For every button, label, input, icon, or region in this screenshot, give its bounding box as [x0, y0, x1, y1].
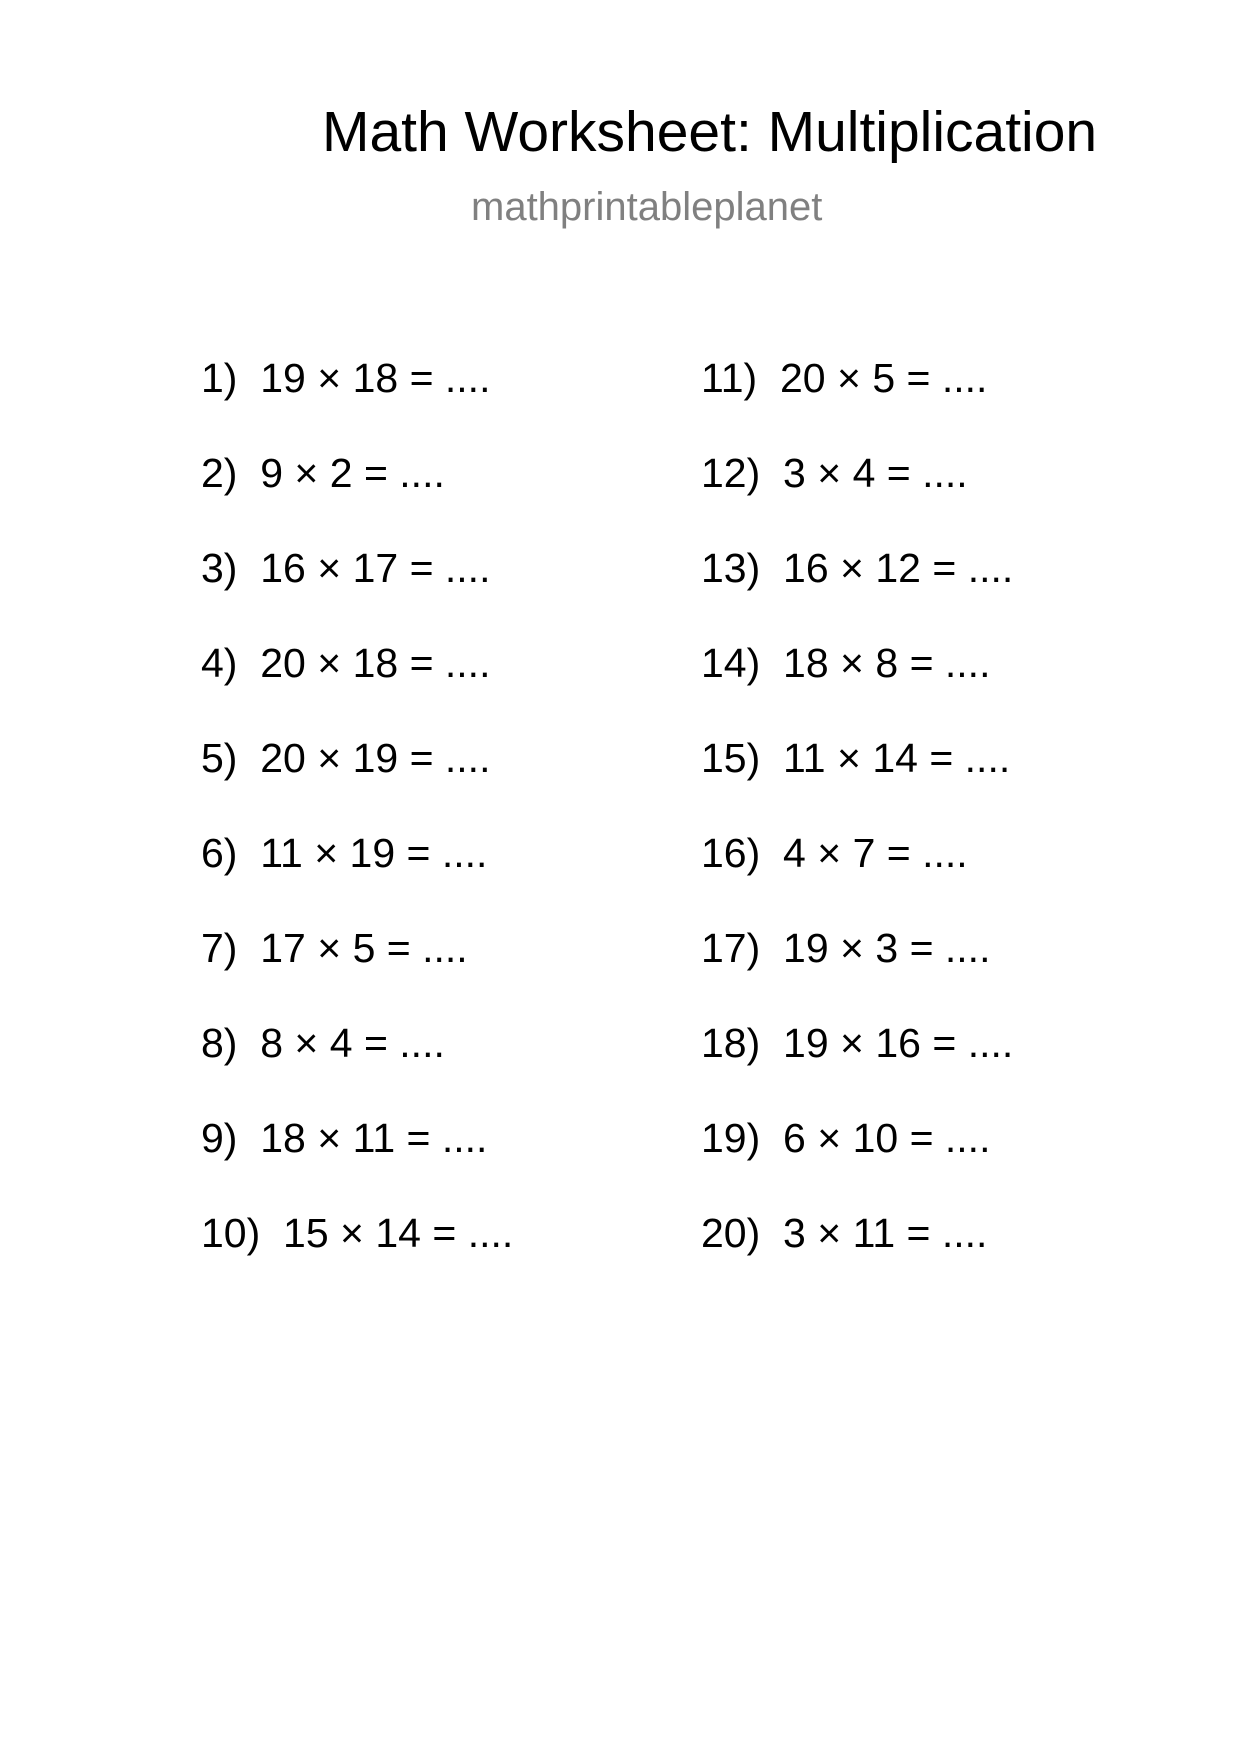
page-title: Math Worksheet: Multiplication	[322, 100, 1098, 164]
problem-15: 15) 11 × 14 = ....	[701, 735, 1011, 781]
problem-11: 11) 20 × 5 = ....	[701, 355, 988, 401]
problem-4: 4) 20 × 18 = ....	[201, 640, 491, 686]
problem-17: 17) 19 × 3 = ....	[701, 925, 991, 971]
problem-16: 16) 4 × 7 = ....	[701, 830, 968, 876]
page-subtitle: mathprintableplanet	[471, 185, 823, 229]
problems-column-left	[201, 348, 641, 1298]
problem-2: 2) 9 × 2 = ....	[201, 450, 445, 496]
problem-12: 12) 3 × 4 = ....	[701, 450, 968, 496]
problem-20: 20) 3 × 11 = ....	[701, 1210, 988, 1256]
problem-3: 3) 16 × 17 = ....	[201, 545, 491, 591]
problems-column-right	[701, 348, 1141, 1298]
problem-10: 10) 15 × 14 = ....	[201, 1210, 514, 1256]
problem-6: 6) 11 × 19 = ....	[201, 830, 488, 876]
problem-8: 8) 8 × 4 = ....	[201, 1020, 445, 1066]
problem-14: 14) 18 × 8 = ....	[701, 640, 991, 686]
problem-13: 13) 16 × 12 = ....	[701, 545, 1014, 591]
problem-19: 19) 6 × 10 = ....	[701, 1115, 991, 1161]
problem-5: 5) 20 × 19 = ....	[201, 735, 491, 781]
problem-18: 18) 19 × 16 = ....	[701, 1020, 1014, 1066]
problem-1: 1) 19 × 18 = ....	[201, 355, 491, 401]
problem-7: 7) 17 × 5 = ....	[201, 925, 468, 971]
problem-9: 9) 18 × 11 = ....	[201, 1115, 488, 1161]
